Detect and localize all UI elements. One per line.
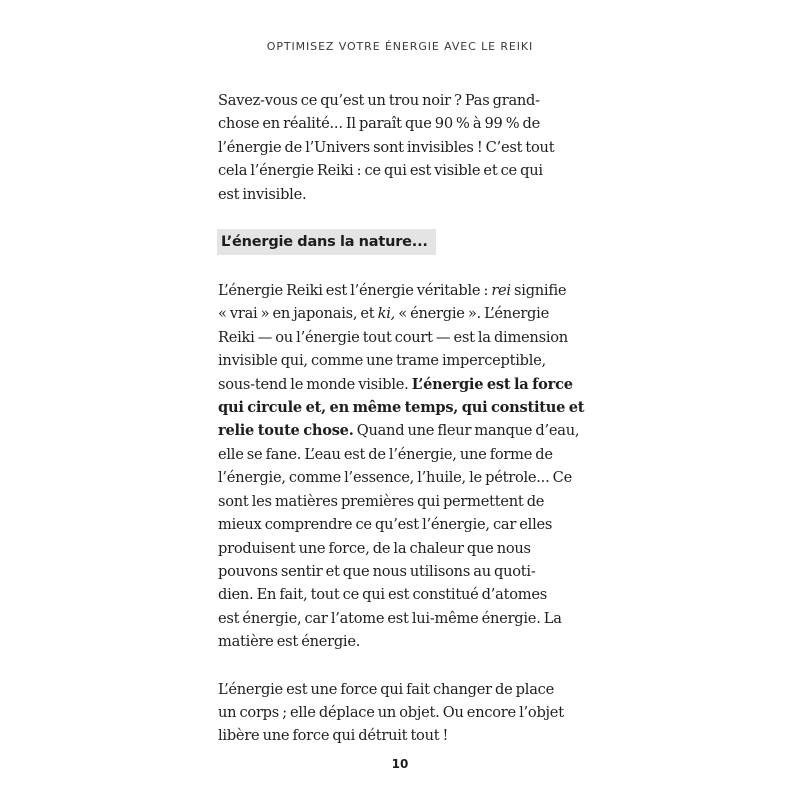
text-line: chose en réalité... Il paraît que 90 % à 99 % de (218, 115, 541, 133)
text-line (218, 302, 572, 325)
running-header: OPTIMISEZ VOTRE ÉNERGIE AVEC LE REIKI (266, 40, 534, 53)
text-run: L’énergie Reiki est l’énergie véritable : (218, 282, 492, 300)
text-line: cela l’énergie Reiki : ce qui est visible et ce qui (218, 162, 543, 180)
text-line: est énergie, car l’atome est lui-même énergie. La (218, 609, 562, 627)
paragraph-energy-force (218, 678, 572, 748)
text-line: l’énergie, comme l’essence, l’huile, le pétrole... Ce (218, 469, 572, 487)
text-line: matière est énergie. (218, 633, 361, 651)
text-line: un corps ; elle déplace un objet. Ou encore l’objet (218, 703, 564, 721)
text-run: « vrai » en japonais, et (218, 305, 378, 323)
text-line: invisible qui, comme une trame imperceptible, (218, 352, 546, 370)
text-line: libère une force qui détruit tout ! (218, 727, 449, 745)
text-line: est invisible. (218, 185, 307, 203)
text-line (218, 373, 572, 396)
text-run: sous-tend le monde visible. (218, 375, 412, 393)
bold-statement: relie toute chose. (218, 422, 354, 440)
text-line: elle se fane. L’eau est de l’énergie, une forme de (218, 445, 553, 463)
italic-term-ki: ki, (377, 305, 396, 323)
text-line: pouvons sentir et que nous utilisons au quoti- (218, 562, 536, 580)
text-run: « énergie ». L’énergie (395, 305, 549, 323)
text-line: sont les matières premières qui permettent de (218, 492, 545, 510)
paragraph-intro (218, 89, 572, 206)
text-line (218, 419, 580, 442)
text-run: signifie (510, 282, 567, 300)
text-line: Reiki — ou l’énergie tout court — est la dimension (218, 328, 568, 346)
text-line: L’énergie est une force qui fait changer de place (218, 680, 554, 698)
page-number: 10 (391, 757, 409, 771)
text-line: produisent une force, de la chaleur que nous (218, 539, 531, 557)
bold-statement: qui circule et, en même temps, qui constitue et (218, 399, 585, 417)
text-line: Savez-vous ce qu’est un trou noir ? Pas grand- (218, 92, 540, 109)
text-line: mieux comprendre ce qu’est l’énergie, car elles (218, 516, 553, 534)
bold-statement: L’énergie est la force (411, 375, 573, 393)
text-line: dien. En fait, tout ce qui est constitué d’atomes (218, 586, 547, 604)
text-run: Quand une fleur manque d’eau, (353, 422, 580, 440)
text-line: l’énergie de l’Univers sont invisibles ! C’est tout (218, 138, 555, 156)
main-text-column (218, 89, 585, 748)
paragraph-energy-reiki (218, 279, 585, 654)
text-line (218, 279, 572, 302)
section-heading: L’énergie dans la nature... (217, 229, 436, 255)
italic-term-rei: rei (491, 282, 511, 300)
